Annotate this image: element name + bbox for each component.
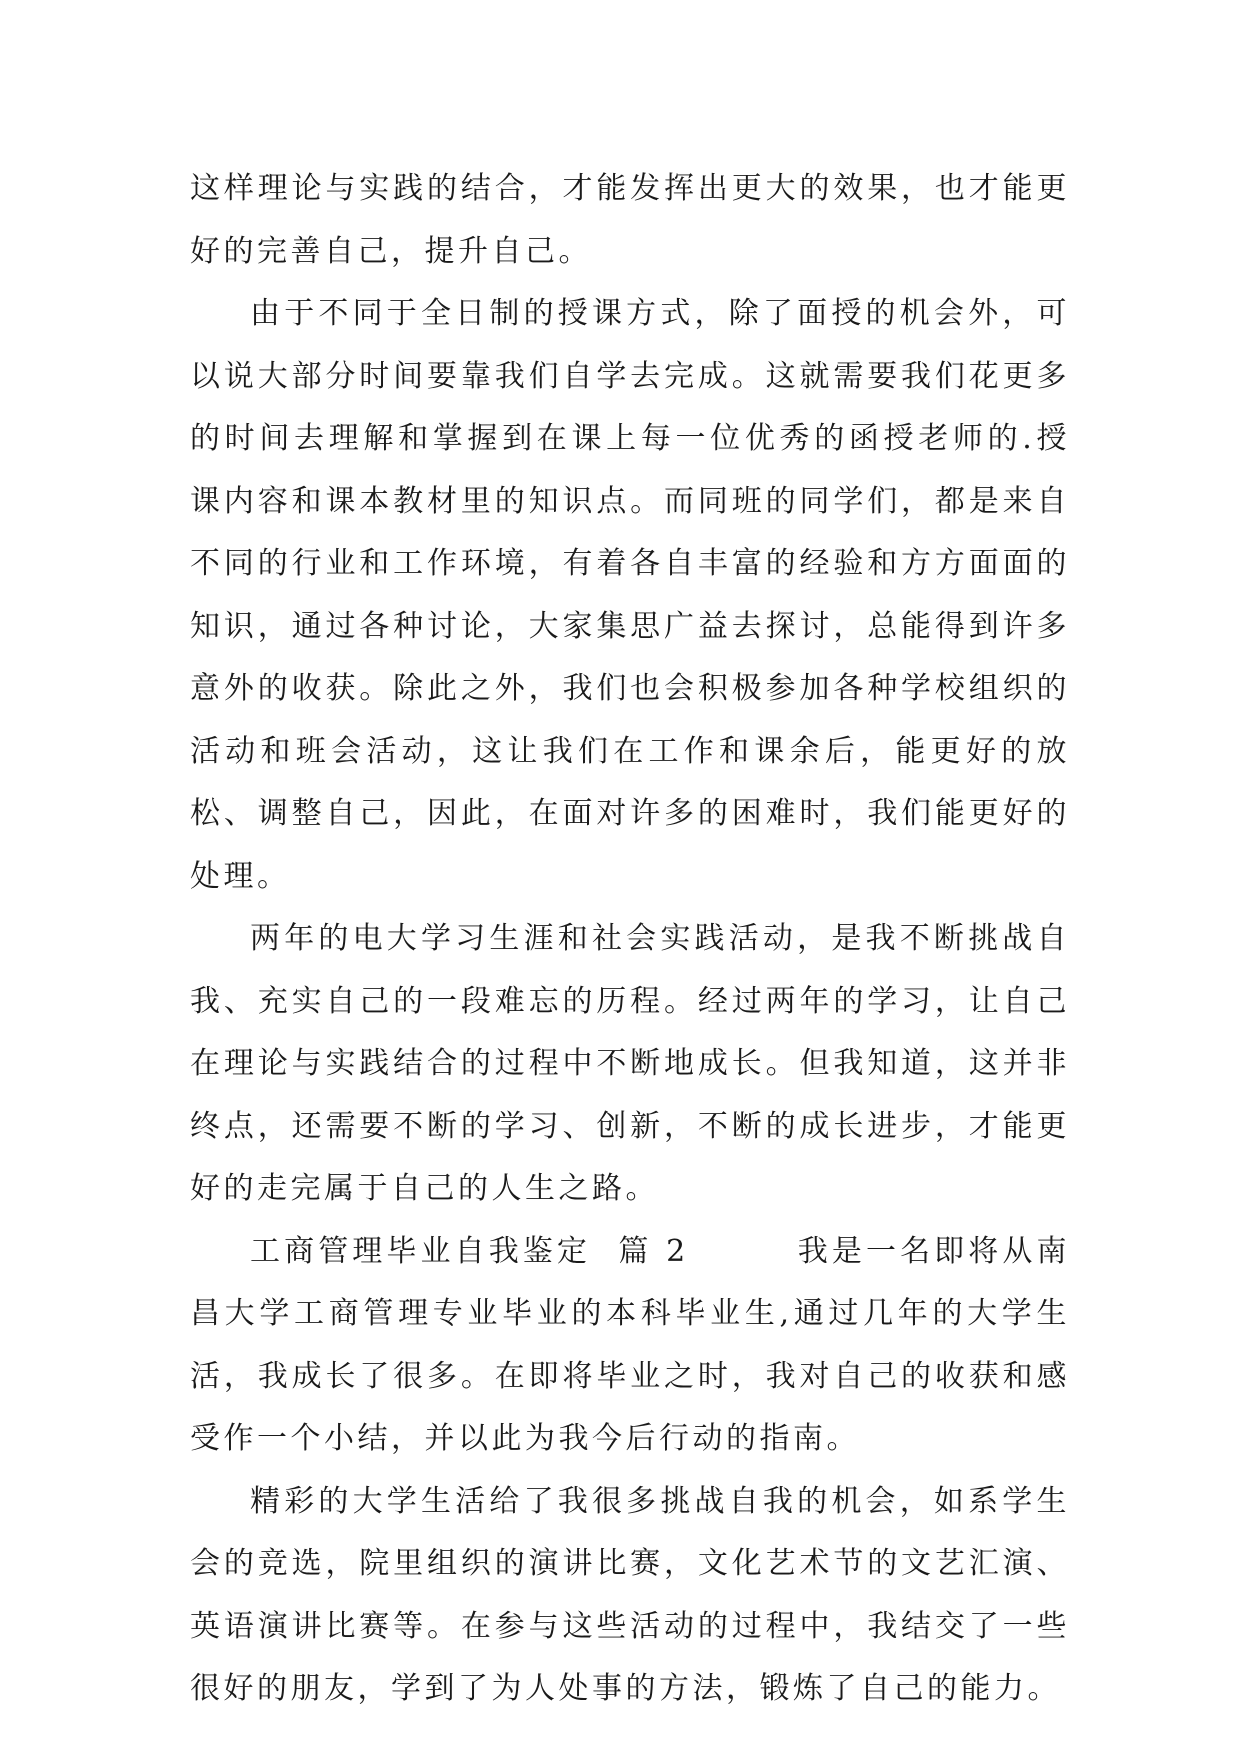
paragraph-4-heading-section-2: 工商管理毕业自我鉴定 篇 2 我是一名即将从南昌大学工商管理专业毕业的本科毕业生,通过几年的大学生活，我成长了很多。在即将毕业之时，我对自己的收获和感受作一个小结，并以此为我今后行动的指南。	[190, 1233, 1070, 1456]
paragraph-2: 由于不同于全日制的授课方式，除了面授的机会外，可以说大部分时间要靠我们自学去完成。这就需要我们花更多的时间去理解和掌握到在课上每一位优秀的函授老师的.授课内容和课本教材里的知识点。而同班的同学们，都是来自不同的行业和工作环境，有着各自丰富的经验和方方面面的知识，通过各种讨论，大家集思广益去探讨，总能得到许多意外的收获。除此之外，我们也会积极参加各种学校组织的活动和班会活动，这让我们在工作和课余后，能更好的放松、调整自己，因此，在面对许多的困难时，我们能更好的处理。	[190, 296, 1070, 894]
document-body	[190, 158, 1070, 1721]
paragraph-5: 精彩的大学生活给了我很多挑战自我的机会，如系学生会的竞选，院里组织的演讲比赛，文化艺术节的文艺汇演、英语演讲比赛等。在参与这些活动的过程中，我结交了一些很好的朋友，学到了为人处事的方法，锻炼了自己的能力。	[190, 1483, 1070, 1706]
paragraph-1: 这样理论与实践的结合，才能发挥出更大的效果，也才能更好的完善自己，提升自己。	[190, 171, 1070, 269]
paragraph-3: 两年的电大学习生涯和社会实践活动，是我不断挑战自我、充实自己的一段难忘的历程。经过两年的学习，让自己在理论与实践结合的过程中不断地成长。但我知道，这并非终点，还需要不断的学习、创新，不断的成长进步，才能更好的走完属于自己的人生之路。	[190, 921, 1070, 1206]
